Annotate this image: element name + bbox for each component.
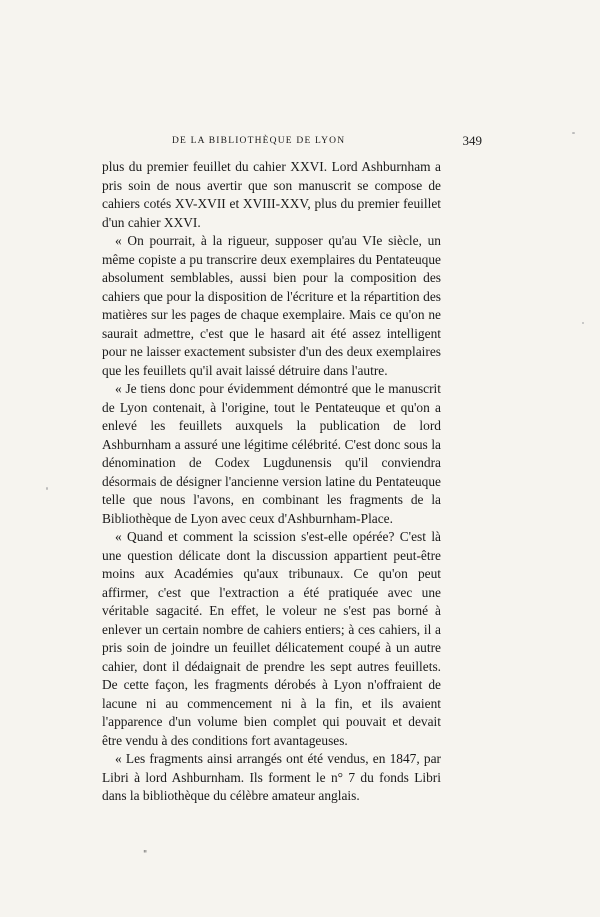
page-number: 349: [462, 133, 482, 148]
running-head: [102, 133, 482, 149]
running-title: DE LA BIBLIOTHÈQUE DE LYON: [172, 136, 346, 146]
paper-speck: [572, 132, 575, 134]
paper-speck: [46, 487, 48, 490]
paragraph: « Je tiens donc pour évidemment démontré que le manuscrit de Lyon contenait, à l'origine, tout le Pentateuque et qu'on a enlevé les feuillets auxquels la publication de lord Ashburnham a assuré une légitime célébrité. C'est donc sous la dénomination de Codex Lugdunensis qu'il conviendra désormais de désigner l'ancienne version latine du Pentateuque telle que nous l'avons, en combinant les fragments de la Bibliothèque de Lyon avec ceux d'Ashburnham-Place.: [102, 381, 441, 526]
body-text: [102, 158, 441, 806]
paragraph: « Quand et comment la scission s'est-elle opérée? C'est là une question délicate dont la discussion appartient peut-être moins aux Académies qu'aux tribunaux. Ce qu'on peut affirmer, c'est que l'extraction a été pratiquée avec une véritable sagacité. En effet, le voleur ne s'est pas borné à enlever un certain nombre de cahiers entiers; à ces cahiers, il a pris soin de joindre un feuillet délicatement coupé à un autre cahier, dont il dédaignait de prendre les sept autres feuillets. De cette façon, les fragments dérobés à Lyon n'offraient de lacune ni au commencement ni à la fin, et ils avaient l'apparence d'un volume bien complet qui pouvait et devait être vendu à des conditions fort avantageuses.: [102, 529, 441, 748]
margin-mark: ": [143, 850, 148, 860]
paper-speck: [582, 322, 584, 324]
paragraph: « On pourrait, à la rigueur, supposer qu'au VIe siècle, un même copiste a pu transcrire deux exemplaires du Pentateuque absolument semblables, aussi bien pour la composition des cahiers que pour la disposition de l'écriture et la répartition des matières sur les pages de chaque exemplaire. Mais ce qu'on ne saurait admettre, c'est que le hasard ait été assez intelligent pour ne laisser exactement subsister d'un des deux exemplaires que les feuillets qu'il avait laissé détruire dans l'autre.: [102, 233, 441, 378]
paragraph-continuation: plus du premier feuillet du cahier XXVI. Lord Ashburnham a pris soin de nous avertir que son manuscrit se compose de cahiers cotés XV-XVII et XVIII-XXV, plus du premier feuillet d'un cahier XXVI.: [102, 159, 441, 230]
paragraph: « Les fragments ainsi arrangés ont été vendus, en 1847, par Libri à lord Ashburnham. Ils forment le n° 7 du fonds Libri dans la bibliothèque du célèbre amateur anglais.: [102, 751, 441, 803]
